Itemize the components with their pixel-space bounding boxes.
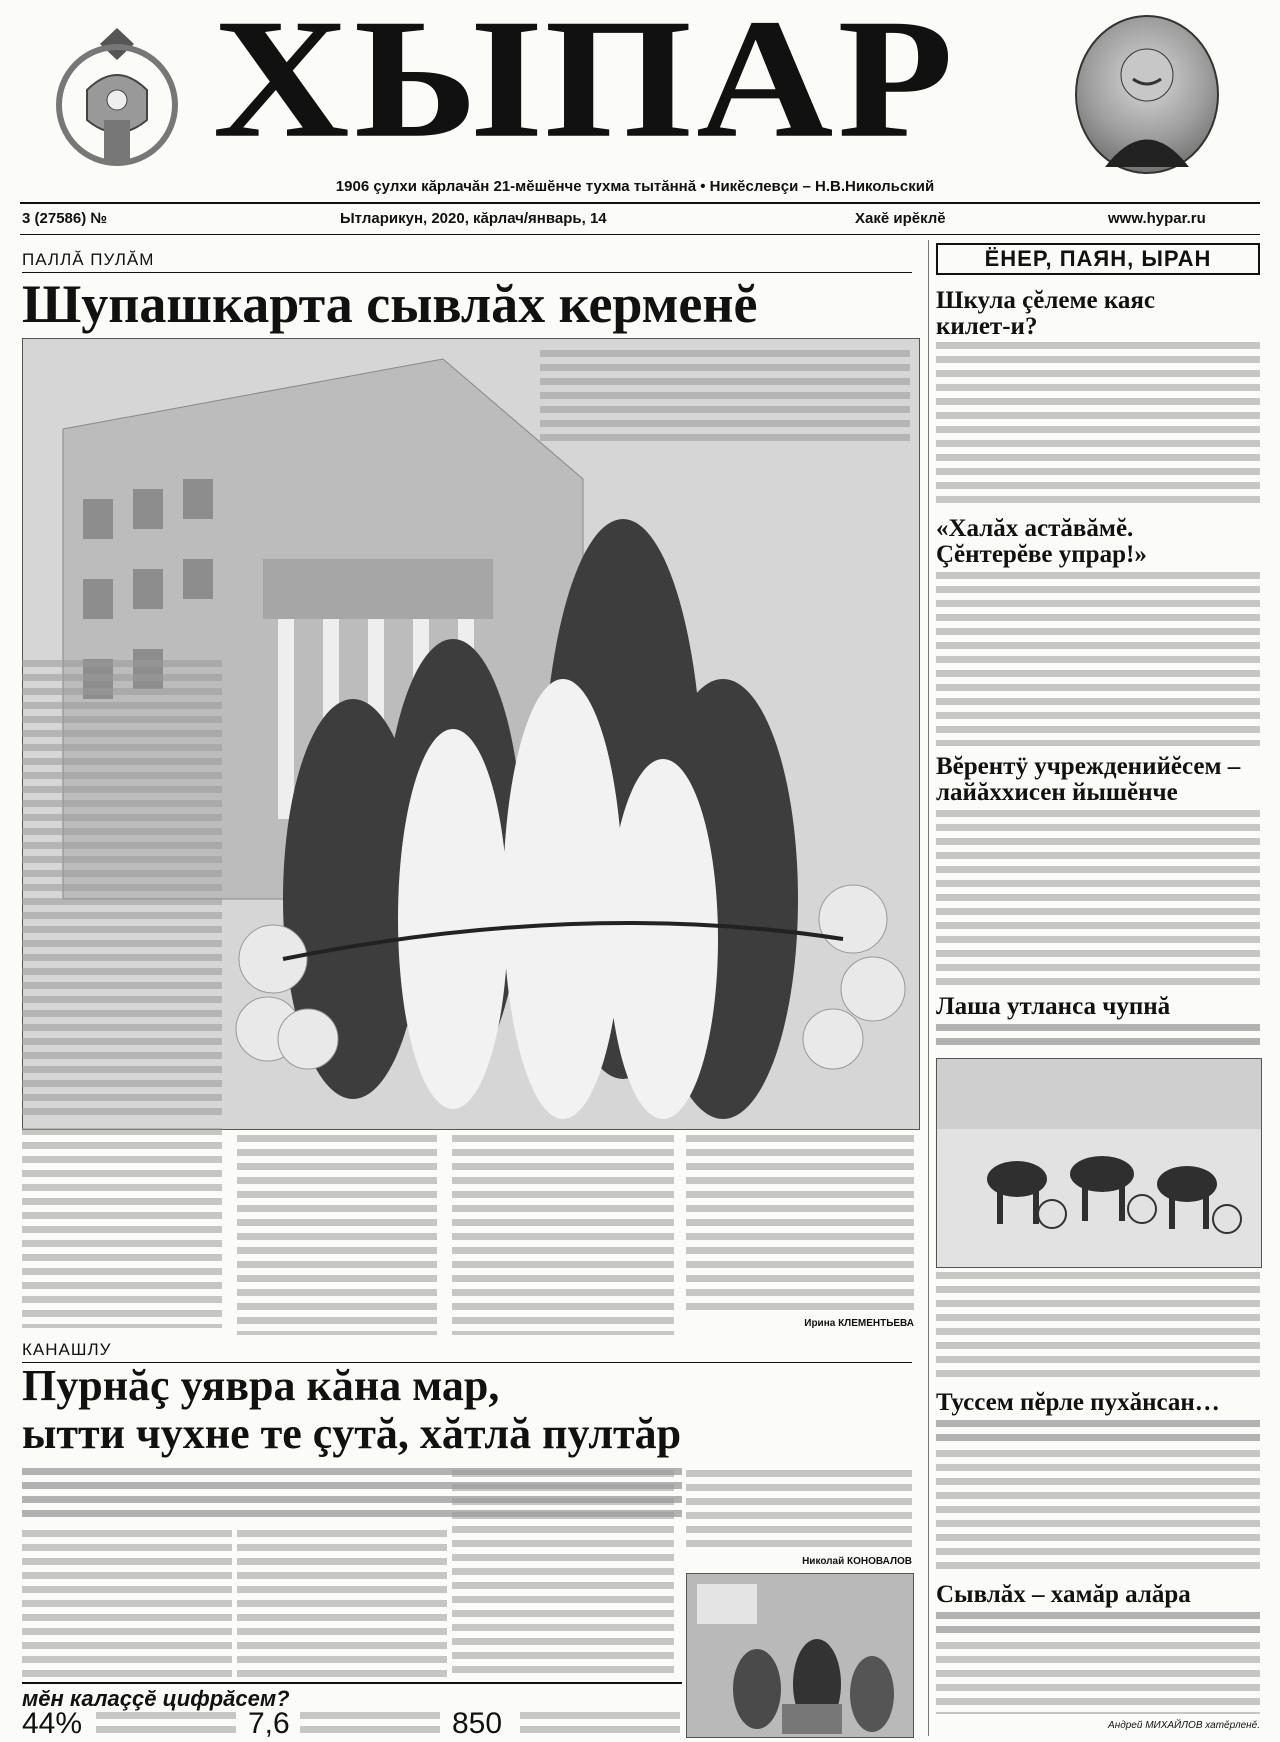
second-photo-classroom bbox=[686, 1573, 914, 1738]
lead-body-column-2 bbox=[22, 1128, 222, 1328]
lead-body-column-1 bbox=[22, 660, 222, 1120]
sidebar-article-5-text bbox=[936, 1450, 1260, 1576]
issue-number: 3 (27586) № bbox=[22, 210, 108, 227]
sidebar-article-2-text bbox=[936, 572, 1260, 746]
sidebar-horse-race-photo bbox=[936, 1058, 1262, 1268]
website-link[interactable]: www.hypar.ru bbox=[1108, 210, 1206, 227]
lead-kicker: ПАЛЛĂ ПУЛĂМ bbox=[22, 250, 155, 269]
sidebar-header bbox=[936, 243, 1260, 275]
second-body-column-4 bbox=[686, 1470, 912, 1550]
sidebar-article-4-title: Лаша утланса чупнă bbox=[936, 993, 1171, 1020]
masthead-bottom-rule bbox=[20, 234, 1260, 235]
sidebar-article-5-lead bbox=[936, 1420, 1260, 1446]
second-kicker: КАНАШЛУ bbox=[22, 1340, 112, 1359]
sidebar-article-5-title: Туссем пĕрле пухăнсан… bbox=[936, 1389, 1220, 1416]
stat-value-3: 850 bbox=[452, 1707, 503, 1740]
sidebar-last-byline: Андрей МИХАЙЛОВ хатĕрленĕ. bbox=[1108, 1720, 1260, 1731]
sidebar-article-3-text bbox=[936, 810, 1260, 988]
second-body-column-2 bbox=[237, 1530, 447, 1680]
stat-description-2 bbox=[300, 1712, 440, 1740]
lead-byline: Ирина КЛЕМЕНТЬЕВА bbox=[804, 1318, 914, 1329]
second-body-column-1 bbox=[22, 1530, 232, 1680]
stats-title: мĕн калаççĕ цифрăсем? bbox=[22, 1686, 290, 1711]
sidebar-article-6-text bbox=[936, 1642, 1260, 1714]
lead-body-column-5 bbox=[686, 1135, 914, 1313]
stat-description-1 bbox=[96, 1712, 236, 1740]
sidebar-article-6-title: Сывлăх – хамăр алăра bbox=[936, 1581, 1191, 1608]
sidebar-article-1-text bbox=[936, 342, 1260, 510]
masthead-title: ХЫПАР bbox=[212, 0, 958, 174]
stat-value-2: 7,6 bbox=[248, 1707, 290, 1740]
lead-headline: Шупашкарта сывлăх керменĕ bbox=[22, 274, 758, 334]
sidebar-header-text: ЁНЕР, ПАЯН, ЫРАН bbox=[984, 246, 1212, 271]
stat-description-3 bbox=[520, 1712, 680, 1740]
second-byline: Николай КОНОВАЛОВ bbox=[802, 1556, 912, 1567]
sidebar-article-4-text bbox=[936, 1272, 1260, 1384]
second-body-column-3 bbox=[452, 1470, 674, 1680]
stat-value-1: 44% bbox=[22, 1707, 83, 1740]
sidebar-divider bbox=[928, 240, 929, 1736]
stats-top-rule bbox=[22, 1682, 682, 1684]
coat-of-arms-logo bbox=[42, 20, 192, 170]
sidebar-article-3-title: Вĕрентÿ учрежденийĕсем – лайăххисен йышĕнче bbox=[936, 753, 1241, 806]
masthead-tagline: 1906 çулхи кăрлачăн 21-мĕшĕнче тухма тытăннă • Никĕслевçи – Н.В.Никольский bbox=[335, 178, 935, 195]
lead-body-column-3 bbox=[237, 1135, 437, 1335]
second-headline-line-1: Пурнăç уявра кăна мар, bbox=[22, 1361, 500, 1410]
sidebar-article-1-title: Шкула çĕлеме каяс килет-и? bbox=[936, 287, 1155, 340]
second-headline-line-2: ытти чухне те çутă, хăтлă пултăр bbox=[22, 1409, 682, 1458]
price-label: Хакĕ ирĕклĕ bbox=[855, 210, 946, 227]
masthead-top-rule bbox=[20, 202, 1260, 204]
sidebar-article-2-title: «Халăх астăвăмĕ. Çĕнтерĕве упрар!» bbox=[936, 515, 1147, 568]
sidebar-article-6-lead bbox=[936, 1612, 1260, 1638]
sidebar-article-4-lead bbox=[936, 1024, 1260, 1052]
issue-date: Ытларикун, 2020, кăрлач/январь, 14 bbox=[340, 210, 607, 227]
lead-body-column-4 bbox=[452, 1135, 674, 1335]
founder-portrait bbox=[1075, 15, 1219, 174]
lead-photo-caption bbox=[540, 350, 910, 442]
